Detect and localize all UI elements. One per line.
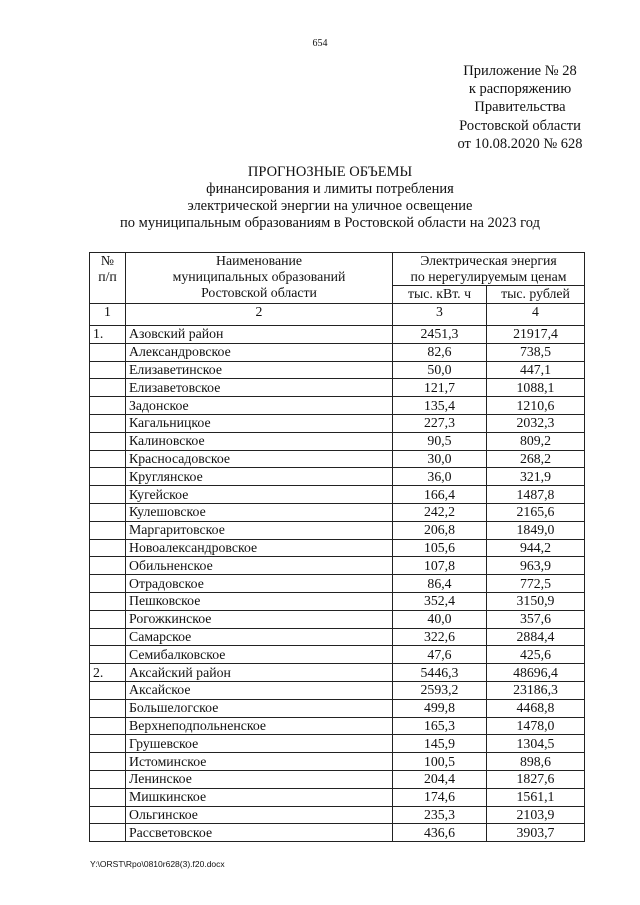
header-kwh-cell: тыс. кВт. ч bbox=[393, 286, 487, 304]
row-rub-cell: 898,6 bbox=[487, 753, 585, 771]
row-name-cell: Мишкинское bbox=[126, 788, 393, 806]
row-name-cell: Пешковское bbox=[126, 592, 393, 610]
row-number-cell bbox=[90, 681, 126, 699]
row-name-cell: Ольгинское bbox=[126, 806, 393, 824]
header-rub-cell: тыс. рублей bbox=[487, 286, 585, 304]
row-kwh-cell: 36,0 bbox=[393, 468, 487, 486]
appendix-line: Приложение № 28 bbox=[463, 63, 577, 79]
row-kwh-cell: 165,3 bbox=[393, 717, 487, 735]
table-row bbox=[90, 806, 585, 824]
column-number-cell: 4 bbox=[487, 304, 585, 326]
title-subline: финансирования и лимиты потребления bbox=[206, 181, 454, 197]
row-number-cell bbox=[90, 450, 126, 468]
table-row bbox=[90, 699, 585, 717]
table-row bbox=[90, 646, 585, 664]
table-row bbox=[90, 681, 585, 699]
row-number-cell bbox=[90, 468, 126, 486]
row-rub-cell: 1088,1 bbox=[487, 379, 585, 397]
row-rub-cell: 1304,5 bbox=[487, 735, 585, 753]
row-number-cell bbox=[90, 717, 126, 735]
row-rub-cell: 268,2 bbox=[487, 450, 585, 468]
row-name-cell: Маргаритовское bbox=[126, 521, 393, 539]
appendix-line: от 10.08.2020 № 628 bbox=[457, 135, 583, 152]
row-number-cell bbox=[90, 770, 126, 788]
page-number: 654 bbox=[312, 38, 328, 49]
row-number-cell bbox=[90, 699, 126, 717]
header-energy-cell bbox=[393, 253, 585, 286]
header-name-cell bbox=[126, 253, 393, 304]
document-title bbox=[60, 164, 600, 232]
row-name-cell: Аксайское bbox=[126, 681, 393, 699]
row-kwh-cell: 100,5 bbox=[393, 753, 487, 771]
table-row bbox=[90, 450, 585, 468]
title-heading: ПРОГНОЗНЫЕ ОБЪЕМЫ bbox=[247, 164, 413, 180]
row-kwh-cell: 242,2 bbox=[393, 503, 487, 521]
row-rub-cell: 425,6 bbox=[487, 646, 585, 664]
table-row bbox=[90, 486, 585, 504]
row-name-cell: Семибалковское bbox=[126, 646, 393, 664]
row-kwh-cell: 206,8 bbox=[393, 521, 487, 539]
row-name-cell: Рассветовское bbox=[126, 824, 393, 842]
row-rub-cell: 738,5 bbox=[487, 343, 585, 361]
row-number-cell bbox=[90, 539, 126, 557]
row-rub-cell: 2165,6 bbox=[487, 503, 585, 521]
row-number-cell bbox=[90, 628, 126, 646]
row-kwh-cell: 352,4 bbox=[393, 592, 487, 610]
table-row bbox=[90, 610, 585, 628]
row-rub-cell: 2884,4 bbox=[487, 628, 585, 646]
row-number-cell bbox=[90, 788, 126, 806]
column-number-cell: 1 bbox=[90, 304, 126, 326]
title-subline: электрической энергии на уличное освещение bbox=[187, 198, 473, 214]
row-name-cell: Верхнеподпольненское bbox=[126, 717, 393, 735]
table-row bbox=[90, 735, 585, 753]
row-name-cell: Истоминское bbox=[126, 753, 393, 771]
table-row bbox=[90, 539, 585, 557]
row-kwh-cell: 145,9 bbox=[393, 735, 487, 753]
appendix-line: к распоряжению bbox=[468, 81, 572, 98]
row-rub-cell: 1487,8 bbox=[487, 486, 585, 504]
row-name-cell: Новоалександровское bbox=[126, 539, 393, 557]
table-row bbox=[90, 521, 585, 539]
row-name-cell: Обильненское bbox=[126, 557, 393, 575]
row-rub-cell: 772,5 bbox=[487, 575, 585, 593]
row-name-cell: Задонское bbox=[126, 397, 393, 415]
table-row bbox=[90, 592, 585, 610]
column-number-cell: 3 bbox=[393, 304, 487, 326]
table-row bbox=[90, 503, 585, 521]
row-name-cell: Кугейское bbox=[126, 486, 393, 504]
row-kwh-cell: 2593,2 bbox=[393, 681, 487, 699]
row-rub-cell: 1561,1 bbox=[487, 788, 585, 806]
row-number-cell bbox=[90, 343, 126, 361]
row-kwh-cell: 135,4 bbox=[393, 397, 487, 415]
row-rub-cell: 447,1 bbox=[487, 361, 585, 379]
table-row bbox=[90, 343, 585, 361]
row-number-cell bbox=[90, 592, 126, 610]
row-name-cell: Большелогское bbox=[126, 699, 393, 717]
table-row bbox=[90, 361, 585, 379]
appendix-line: Ростовской области bbox=[459, 117, 581, 134]
row-name-cell: Грушевское bbox=[126, 735, 393, 753]
row-number-cell bbox=[90, 521, 126, 539]
row-name-cell: Калиновское bbox=[126, 432, 393, 450]
header-name-line: Наименование bbox=[216, 253, 302, 268]
table-row bbox=[90, 575, 585, 593]
row-name-cell: Рогожкинское bbox=[126, 610, 393, 628]
table-row bbox=[90, 628, 585, 646]
row-kwh-cell: 174,6 bbox=[393, 788, 487, 806]
row-name-cell: Отрадовское bbox=[126, 575, 393, 593]
table-row bbox=[90, 664, 585, 682]
row-name-cell: Азовский район bbox=[126, 326, 393, 344]
row-number-cell bbox=[90, 753, 126, 771]
row-rub-cell: 21917,4 bbox=[487, 326, 585, 344]
row-number-cell: 2. bbox=[90, 664, 126, 682]
row-number-cell bbox=[90, 379, 126, 397]
table-row bbox=[90, 824, 585, 842]
row-rub-cell: 321,9 bbox=[487, 468, 585, 486]
row-name-cell: Елизаветовское bbox=[126, 379, 393, 397]
header-name-line: Ростовской области bbox=[201, 285, 317, 300]
row-rub-cell: 944,2 bbox=[487, 539, 585, 557]
row-number-cell bbox=[90, 361, 126, 379]
row-name-cell: Александровское bbox=[126, 343, 393, 361]
row-name-cell: Кагальницкое bbox=[126, 414, 393, 432]
table-row bbox=[90, 770, 585, 788]
table-row bbox=[90, 788, 585, 806]
row-kwh-cell: 499,8 bbox=[393, 699, 487, 717]
row-number-cell bbox=[90, 610, 126, 628]
row-number-cell: 1. bbox=[90, 326, 126, 344]
row-kwh-cell: 204,4 bbox=[393, 770, 487, 788]
row-number-cell bbox=[90, 414, 126, 432]
appendix-line: Правительства bbox=[474, 99, 566, 116]
header-number-cell bbox=[90, 253, 126, 304]
row-rub-cell: 1827,6 bbox=[487, 770, 585, 788]
row-rub-cell: 3903,7 bbox=[487, 824, 585, 842]
table-header-row bbox=[90, 253, 585, 286]
row-kwh-cell: 47,6 bbox=[393, 646, 487, 664]
row-rub-cell: 23186,3 bbox=[487, 681, 585, 699]
row-kwh-cell: 40,0 bbox=[393, 610, 487, 628]
row-rub-cell: 963,9 bbox=[487, 557, 585, 575]
row-number-cell bbox=[90, 486, 126, 504]
row-kwh-cell: 30,0 bbox=[393, 450, 487, 468]
row-number-cell bbox=[90, 735, 126, 753]
row-rub-cell: 357,6 bbox=[487, 610, 585, 628]
row-name-cell: Елизаветинское bbox=[126, 361, 393, 379]
row-rub-cell: 2103,9 bbox=[487, 806, 585, 824]
row-kwh-cell: 5446,3 bbox=[393, 664, 487, 682]
row-rub-cell: 3150,9 bbox=[487, 592, 585, 610]
row-number-cell bbox=[90, 824, 126, 842]
energy-limits-table bbox=[89, 252, 585, 842]
table-row bbox=[90, 557, 585, 575]
row-kwh-cell: 227,3 bbox=[393, 414, 487, 432]
row-name-cell: Круглянское bbox=[126, 468, 393, 486]
column-number-row bbox=[90, 304, 585, 326]
row-kwh-cell: 82,6 bbox=[393, 343, 487, 361]
row-rub-cell: 1849,0 bbox=[487, 521, 585, 539]
row-rub-cell: 1210,6 bbox=[487, 397, 585, 415]
row-number-cell bbox=[90, 575, 126, 593]
row-kwh-cell: 235,3 bbox=[393, 806, 487, 824]
row-kwh-cell: 90,5 bbox=[393, 432, 487, 450]
table-row bbox=[90, 326, 585, 344]
row-name-cell: Красносадовское bbox=[126, 450, 393, 468]
appendix-reference bbox=[415, 62, 625, 153]
row-name-cell: Ленинское bbox=[126, 770, 393, 788]
row-kwh-cell: 2451,3 bbox=[393, 326, 487, 344]
header-energy-line: по нерегулируемым ценам bbox=[410, 269, 567, 284]
header-number-symbol: № bbox=[100, 253, 115, 268]
row-kwh-cell: 107,8 bbox=[393, 557, 487, 575]
table-row bbox=[90, 379, 585, 397]
title-subline: по муниципальным образованиям в Ростовской области на 2023 год bbox=[120, 215, 540, 231]
row-number-cell bbox=[90, 806, 126, 824]
table-row bbox=[90, 717, 585, 735]
header-name-line: муниципальных образований bbox=[172, 269, 346, 284]
column-number-cell: 2 bbox=[126, 304, 393, 326]
table-row bbox=[90, 397, 585, 415]
row-number-cell bbox=[90, 432, 126, 450]
row-kwh-cell: 322,6 bbox=[393, 628, 487, 646]
header-energy-line: Электрическая энергия bbox=[420, 253, 557, 268]
row-name-cell: Аксайский район bbox=[126, 664, 393, 682]
row-rub-cell: 48696,4 bbox=[487, 664, 585, 682]
row-kwh-cell: 50,0 bbox=[393, 361, 487, 379]
row-rub-cell: 2032,3 bbox=[487, 414, 585, 432]
row-rub-cell: 4468,8 bbox=[487, 699, 585, 717]
row-kwh-cell: 166,4 bbox=[393, 486, 487, 504]
row-number-cell bbox=[90, 646, 126, 664]
row-kwh-cell: 121,7 bbox=[393, 379, 487, 397]
table-row bbox=[90, 753, 585, 771]
row-name-cell: Кулешовское bbox=[126, 503, 393, 521]
row-name-cell: Самарское bbox=[126, 628, 393, 646]
row-rub-cell: 1478,0 bbox=[487, 717, 585, 735]
row-number-cell bbox=[90, 397, 126, 415]
row-rub-cell: 809,2 bbox=[487, 432, 585, 450]
table-row bbox=[90, 432, 585, 450]
row-kwh-cell: 436,6 bbox=[393, 824, 487, 842]
table-row bbox=[90, 414, 585, 432]
table-row bbox=[90, 468, 585, 486]
file-path-footer: Y:\ORST\Rpo\0810r628(3).f20.docx bbox=[90, 859, 225, 869]
row-number-cell bbox=[90, 557, 126, 575]
row-kwh-cell: 86,4 bbox=[393, 575, 487, 593]
row-number-cell bbox=[90, 503, 126, 521]
header-number-abbrev: п/п bbox=[98, 269, 117, 284]
row-kwh-cell: 105,6 bbox=[393, 539, 487, 557]
